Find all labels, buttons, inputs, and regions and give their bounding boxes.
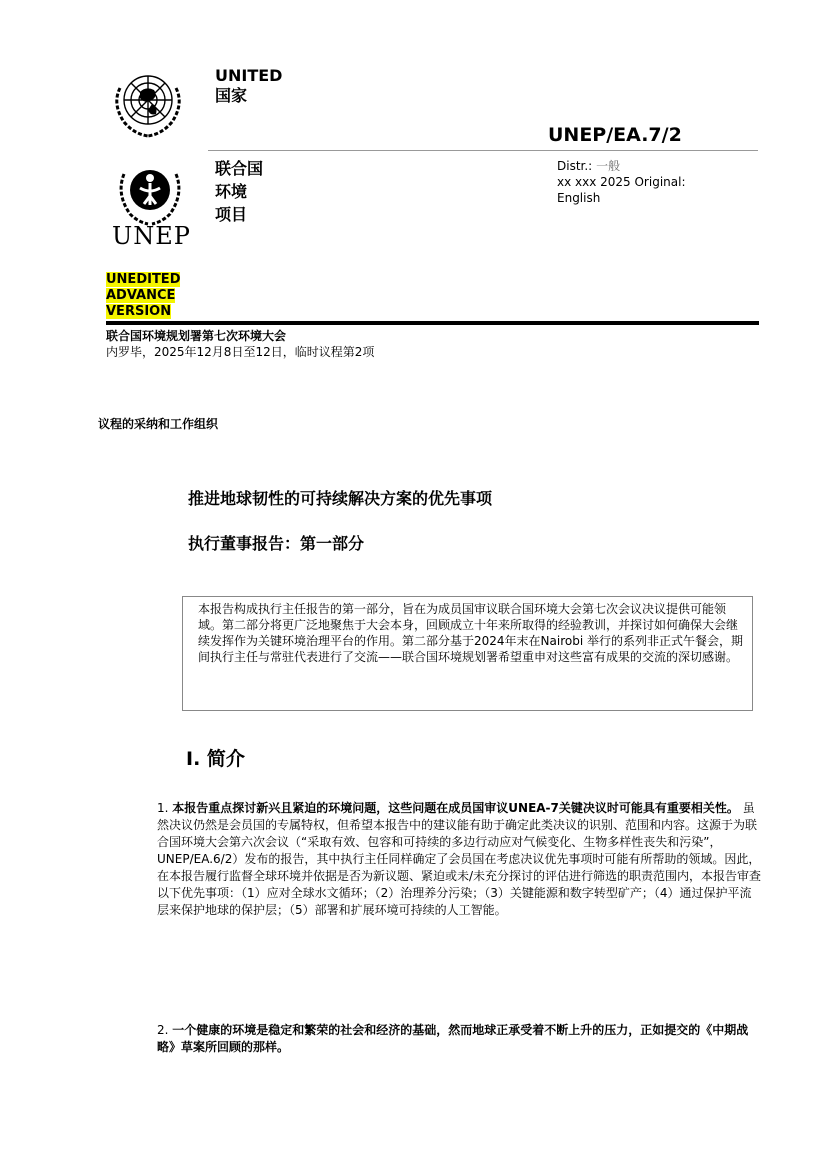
unep-wordmark: UNEP <box>112 222 191 250</box>
unedited-line: UNEDITED <box>106 272 181 287</box>
un-emblem-logo <box>106 62 190 146</box>
org-line: 国家 <box>215 86 248 105</box>
agenda-item: 议程的采纳和工作组织 <box>98 417 219 431</box>
report-title: 推进地球韧性的可持续解决方案的优先事项 <box>188 489 493 508</box>
paragraph-lead: 本报告重点探讨新兴且紧迫的环境问题，这些问题在成员国审议UNEA-7关键决议时可能具有重要相关性。 <box>172 801 739 815</box>
date-original: xx xxx 2025 Original: <box>557 175 686 189</box>
distribution-info <box>557 158 707 206</box>
distr-value: 一般 <box>596 159 621 173</box>
document-symbol: UNEP/EA.7/2 <box>548 124 682 146</box>
paragraph-body: 虽然决议仍然是会员国的专属特权，但希望本报告中的建议能有助于确定此类决议的识别、范围和内容。这源于为联合国环境大会第六次会议（“采取有效、包容和可持续的多边行动应对气候变化、生物多样性丧失和污染”，UNEP/EA.6/2）发布的报告，其中执行主任同样确定了会员国在考虑决议优先事项时可能有所帮助的领域。因此，在本报告履行监督全球环境并依据是否为新议题、紧迫或未/未充分探讨的评估进行筛选的职责范围内，本报告审查以下优先事项：（1）应对全球水文循环；（2）治理养分污染；（3）关键能源和数字转型矿产；（4）通过保护平流层来保护地球的保护层；（5）部署和扩展环境可持续的人工智能。 <box>157 801 762 917</box>
unedited-line: VERSION <box>106 304 172 319</box>
unedited-line: ADVANCE <box>106 288 176 303</box>
unedited-badge <box>106 272 180 320</box>
meeting-location: 内罗毕，2025年12月8日至12日，临时议程第2项 <box>106 345 375 359</box>
org-line: UNITED <box>215 66 283 85</box>
org-line: 环境 <box>215 182 248 201</box>
unep-emblem-logo <box>112 156 188 226</box>
paragraph-number: 1. <box>157 801 169 815</box>
org-name-mid <box>215 157 263 226</box>
org-line: 联合国 <box>215 159 264 178</box>
org-name-top <box>215 66 282 106</box>
language: English <box>557 191 601 205</box>
paragraph-number: 2. <box>157 1023 169 1037</box>
summary-text: 本报告构成执行主任报告的第一部分，旨在为成员国审议联合国环境大会第七次会议决议提供可能领域。第二部分将更广泛地聚焦于大会本身，回顾成立十年来所取得的经验教训，并探讨如何确保大会继续发挥作为关键环境治理平台的作用。第二部分基于2024年末在Nairobi 举行的系列非正式午餐会，期间执行主任与常驻代表进行了交流——联合国环境规划署希望重申对这些富有成果的交流的深切感谢。 <box>198 602 743 664</box>
section-heading: I. 简介 <box>186 748 245 770</box>
paragraph-lead: 一个健康的环境是稳定和繁荣的社会和经济的基础，然而地球正承受着不断上升的压力，正如提交的《中期战略》草案所回顾的那样。 <box>157 1023 749 1054</box>
header-divider <box>208 150 758 151</box>
paragraph-2 <box>157 1022 762 1056</box>
report-subtitle: 执行董事报告：第一部分 <box>188 534 365 553</box>
meeting-title: 联合国环境规划署第七次环境大会 <box>106 329 287 343</box>
paragraph-1 <box>157 800 762 919</box>
distr-label: Distr.: <box>557 159 593 173</box>
org-line: 项目 <box>215 205 248 224</box>
thick-divider <box>106 321 759 325</box>
